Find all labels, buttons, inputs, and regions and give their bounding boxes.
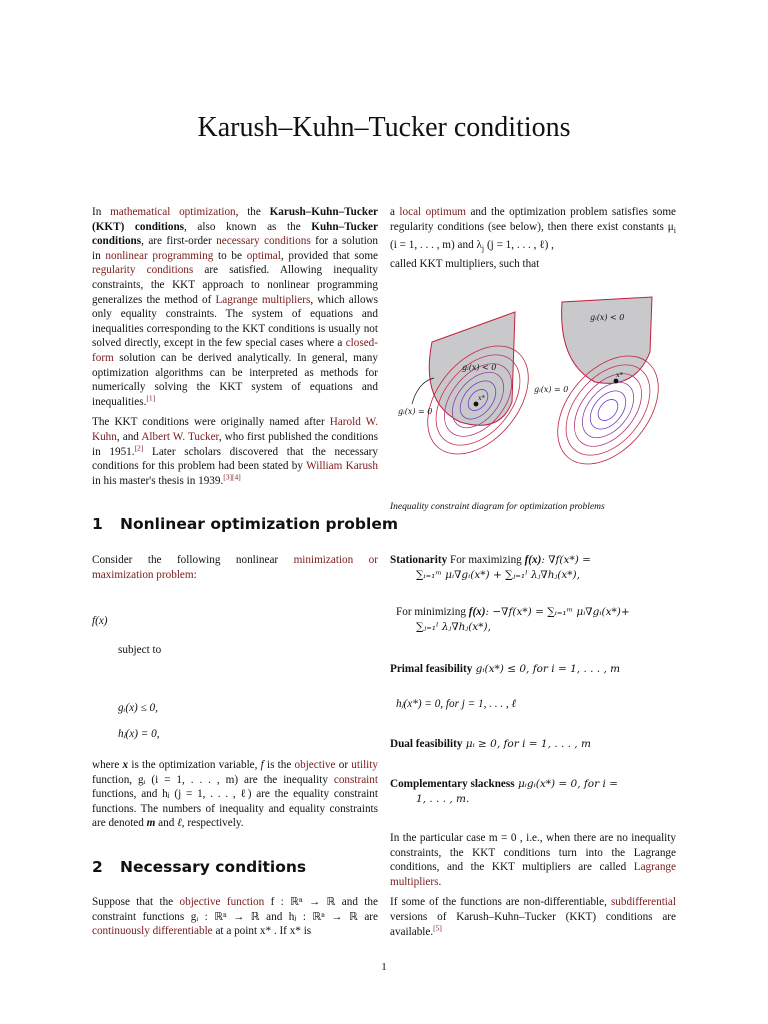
right-diagram (534, 297, 678, 483)
page-number: 1 (381, 961, 387, 973)
right-intro-paragraph (390, 205, 676, 257)
section-number: 2 (92, 858, 103, 876)
text: , the (235, 206, 270, 218)
link-william-karush[interactable]: William Karush (306, 460, 378, 473)
reference-2[interactable]: [2] (134, 442, 144, 452)
text: If some of the functions are non-differentiable, (390, 896, 611, 909)
link-local-optimum[interactable]: local optimum (399, 206, 467, 218)
term-complementary-slackness: Complementary slackness (390, 778, 515, 790)
text: a (390, 206, 400, 218)
text: versions of Karush–Kuhn–Tucker (KKT) conditions are available. (390, 910, 676, 938)
link-lagrange-multipliers-2[interactable]: Lagrange multipliers (390, 861, 676, 888)
text: Consider the following nonlinear (92, 554, 294, 566)
text: Later scholars discovered that the necessary conditions for this problem had been stated by (92, 445, 379, 473)
link-lagrange-multipliers[interactable]: Lagrange multipliers (215, 293, 311, 306)
term-primal-feasibility: Primal feasibility (390, 663, 473, 675)
text: (j = 1, . . . , ℓ) , (484, 239, 554, 252)
text: . (438, 875, 442, 888)
text: and (155, 817, 178, 830)
label-gi-lt-left: gᵢ(x) < 0 (462, 363, 497, 372)
stationarity-condition (390, 553, 680, 582)
link-regularity-conditions[interactable]: regularity conditions (92, 264, 194, 277)
right-intro-line-2: called KKT multipliers, such that (390, 258, 540, 271)
text: where (92, 759, 123, 771)
text: function, gᵢ (i = 1, . . . , m) are the inequality (92, 773, 334, 786)
text: : −∇f(x*) = ∑ᵢ₌₁ᵐ μᵢ∇gᵢ(x*)+ (485, 606, 630, 618)
subject-to-label: subject to (118, 644, 162, 656)
figure-caption: Inequality constraint diagram for optimization problems (390, 502, 605, 512)
text: , provided that some (280, 249, 378, 262)
text: , who first published the conditions in 1951. (92, 430, 378, 458)
section-title: Necessary conditions (120, 858, 307, 876)
text: at a point x* . If x* is (212, 925, 312, 938)
link-harold-kuhn[interactable]: Harold W. Kuhn (92, 416, 378, 443)
text: (i = 1, . . . , m) and λ (390, 239, 482, 252)
stationarity-max-sum: ∑ᵢ₌₁ᵐ μᵢ∇gᵢ(x*) + ∑ⱼ₌₁ˡ λⱼ∇hⱼ(x*), (416, 568, 580, 581)
complementary-slackness-condition (390, 777, 680, 806)
page-title: Karush–Kuhn–Tucker conditions (197, 112, 571, 143)
section-2-paragraph (92, 895, 378, 939)
primal-g-expression: gᵢ(x*) ≤ 0, for i = 1, . . . , m (472, 663, 621, 675)
link-necessary-conditions[interactable]: necessary conditions (216, 235, 311, 248)
right-paragraphs (390, 831, 676, 945)
text: , also known as the (184, 220, 312, 233)
text: , which allows only equality constraints. The system of equations and inequalities corresponding to the KKT conditions is usually not solved directly, except in the few special cases where a (92, 293, 378, 350)
subscript: i (673, 225, 676, 235)
section-2-heading (92, 858, 306, 876)
var-f: f (260, 759, 264, 771)
text: to be (213, 249, 247, 262)
text: For minimizing (396, 606, 469, 618)
reference-1[interactable]: [1] (146, 392, 156, 402)
text: In (92, 206, 111, 218)
text: : (193, 568, 197, 581)
right-intro (390, 205, 676, 278)
dual-feasibility-condition (390, 737, 591, 752)
constraint-diagram (390, 282, 680, 494)
text: : ∇f(x*) = (541, 554, 591, 566)
label-gi-eq-left: gᵢ(x) = 0 (398, 407, 433, 416)
link-objective-function[interactable]: objective function (179, 896, 265, 908)
link-continuously-differentiable[interactable]: continuously differentiable (92, 925, 213, 938)
link-minimization-maximization[interactable]: minimization or maximization problem (92, 554, 378, 581)
stationarity-min-sum: ∑ⱼ₌₁ˡ λⱼ∇hⱼ(x*), (416, 620, 491, 633)
link-albert-tucker[interactable]: Albert W. Tucker (141, 430, 219, 443)
link-constraint[interactable]: constraint (333, 773, 378, 786)
reference-3-4[interactable]: [3][4] (223, 471, 241, 481)
intro-paragraph-2 (92, 415, 378, 488)
var-x: x (122, 759, 129, 771)
text: , respectively. (181, 817, 244, 830)
var-l: ℓ (177, 817, 182, 830)
text: f : ℝⁿ → ℝ and the constraint functions gᵢ : ℝⁿ → ℝ and hⱼ : ℝⁿ → ℝ are (92, 896, 378, 923)
text: solution can be derived analytically. In general, many optimization algorithms can be interpreted as methods for numerically solving the KKT system of equations and inequalities. (92, 351, 378, 408)
text: For maximizing (447, 554, 525, 566)
lagrange-case-paragraph (390, 831, 676, 889)
link-subdifferential[interactable]: subdifferential (610, 896, 676, 909)
text: In the particular case m = 0 , i.e., when there are no inequality constraints, the KKT conditions turn into the Lagrange conditions, and the KKT multipliers are called (390, 832, 676, 874)
text: for a solution in (92, 235, 378, 262)
text: is the optimization variable, (128, 759, 261, 771)
text: are satisfied. Allowing inequality constraints, the KKT approach to nonlinear programming generalizes the method of (92, 264, 378, 306)
link-objective[interactable]: objective (294, 759, 336, 771)
text: in his master's thesis in 1939. (92, 474, 224, 487)
link-mathematical-optimization[interactable]: mathematical optimization (110, 206, 236, 218)
label-gi-eq-right: gᵢ(x) = 0 (534, 385, 569, 394)
optimum-point-left (474, 402, 479, 407)
section-1-intro (92, 553, 378, 588)
primal-h-expression: hⱼ(x*) = 0, for j = 1, . . . , ℓ (396, 698, 517, 710)
text: , are first-order (141, 235, 217, 248)
text: functions, and hⱼ (j = 1, . . . , ℓ) are the equality constraint functions. The numbers of inequality and equality constraints are denoted (92, 788, 378, 830)
section-1-where (92, 758, 378, 837)
link-optimal[interactable]: optimal (246, 249, 281, 262)
feasible-region-right (562, 297, 652, 383)
text: , and (116, 430, 142, 443)
var-fx: f(x) (524, 554, 542, 566)
stationarity-min (396, 605, 680, 634)
link-closed-form[interactable]: closed-form (92, 337, 378, 364)
label-gi-lt-right: gᵢ(x) < 0 (590, 313, 625, 322)
where-paragraph (92, 758, 378, 831)
primal-feasibility-condition (390, 662, 620, 677)
intro-section (92, 205, 378, 494)
comp-expression: μᵢgᵢ(x*) = 0, for i = (514, 778, 618, 790)
text: The KKT conditions were originally named after (92, 416, 330, 429)
section-1-paragraph (92, 553, 378, 582)
inequality-constraint: gᵢ(x) ≤ 0, (118, 702, 158, 714)
text: is the (263, 759, 295, 771)
dual-expression: μᵢ ≥ 0, for i = 1, . . . , m (462, 738, 591, 750)
term-kkt: Karush–Kuhn–Tucker (KKT) conditions (92, 206, 378, 233)
text: Suppose that the (92, 896, 180, 908)
text: and the optimization problem satisfies some regularity conditions (see below), then there exist constants μ (390, 206, 676, 233)
var-fx: f(x) (468, 606, 486, 618)
term-stationarity: Stationarity (390, 554, 448, 566)
text: or (335, 759, 352, 771)
intro-paragraph-1 (92, 205, 378, 409)
xstar-label-right: x* (616, 371, 623, 379)
subdifferential-paragraph (390, 895, 676, 939)
optimum-point-right (614, 379, 619, 384)
section-2-intro (92, 895, 378, 945)
link-nonlinear-programming[interactable]: nonlinear programming (105, 249, 214, 262)
objective-expression: f(x) (92, 615, 108, 627)
subscript: j (481, 244, 485, 254)
link-utility[interactable]: utility (351, 759, 378, 771)
equality-constraint: hⱼ(x) = 0, (118, 728, 160, 740)
term-dual-feasibility: Dual feasibility (390, 738, 463, 750)
section-number: 1 (92, 515, 103, 533)
comp-expression-2: 1, . . . , m. (416, 792, 470, 805)
var-m: m (146, 817, 156, 830)
section-1-heading (92, 515, 398, 533)
reference-5[interactable]: [5] (433, 922, 442, 932)
section-title: Nonlinear optimization problem (120, 515, 399, 533)
left-diagram (398, 312, 548, 473)
term-kuhn-tucker: Kuhn–Tucker conditions (92, 220, 378, 248)
xstar-label-left: x* (478, 394, 485, 402)
